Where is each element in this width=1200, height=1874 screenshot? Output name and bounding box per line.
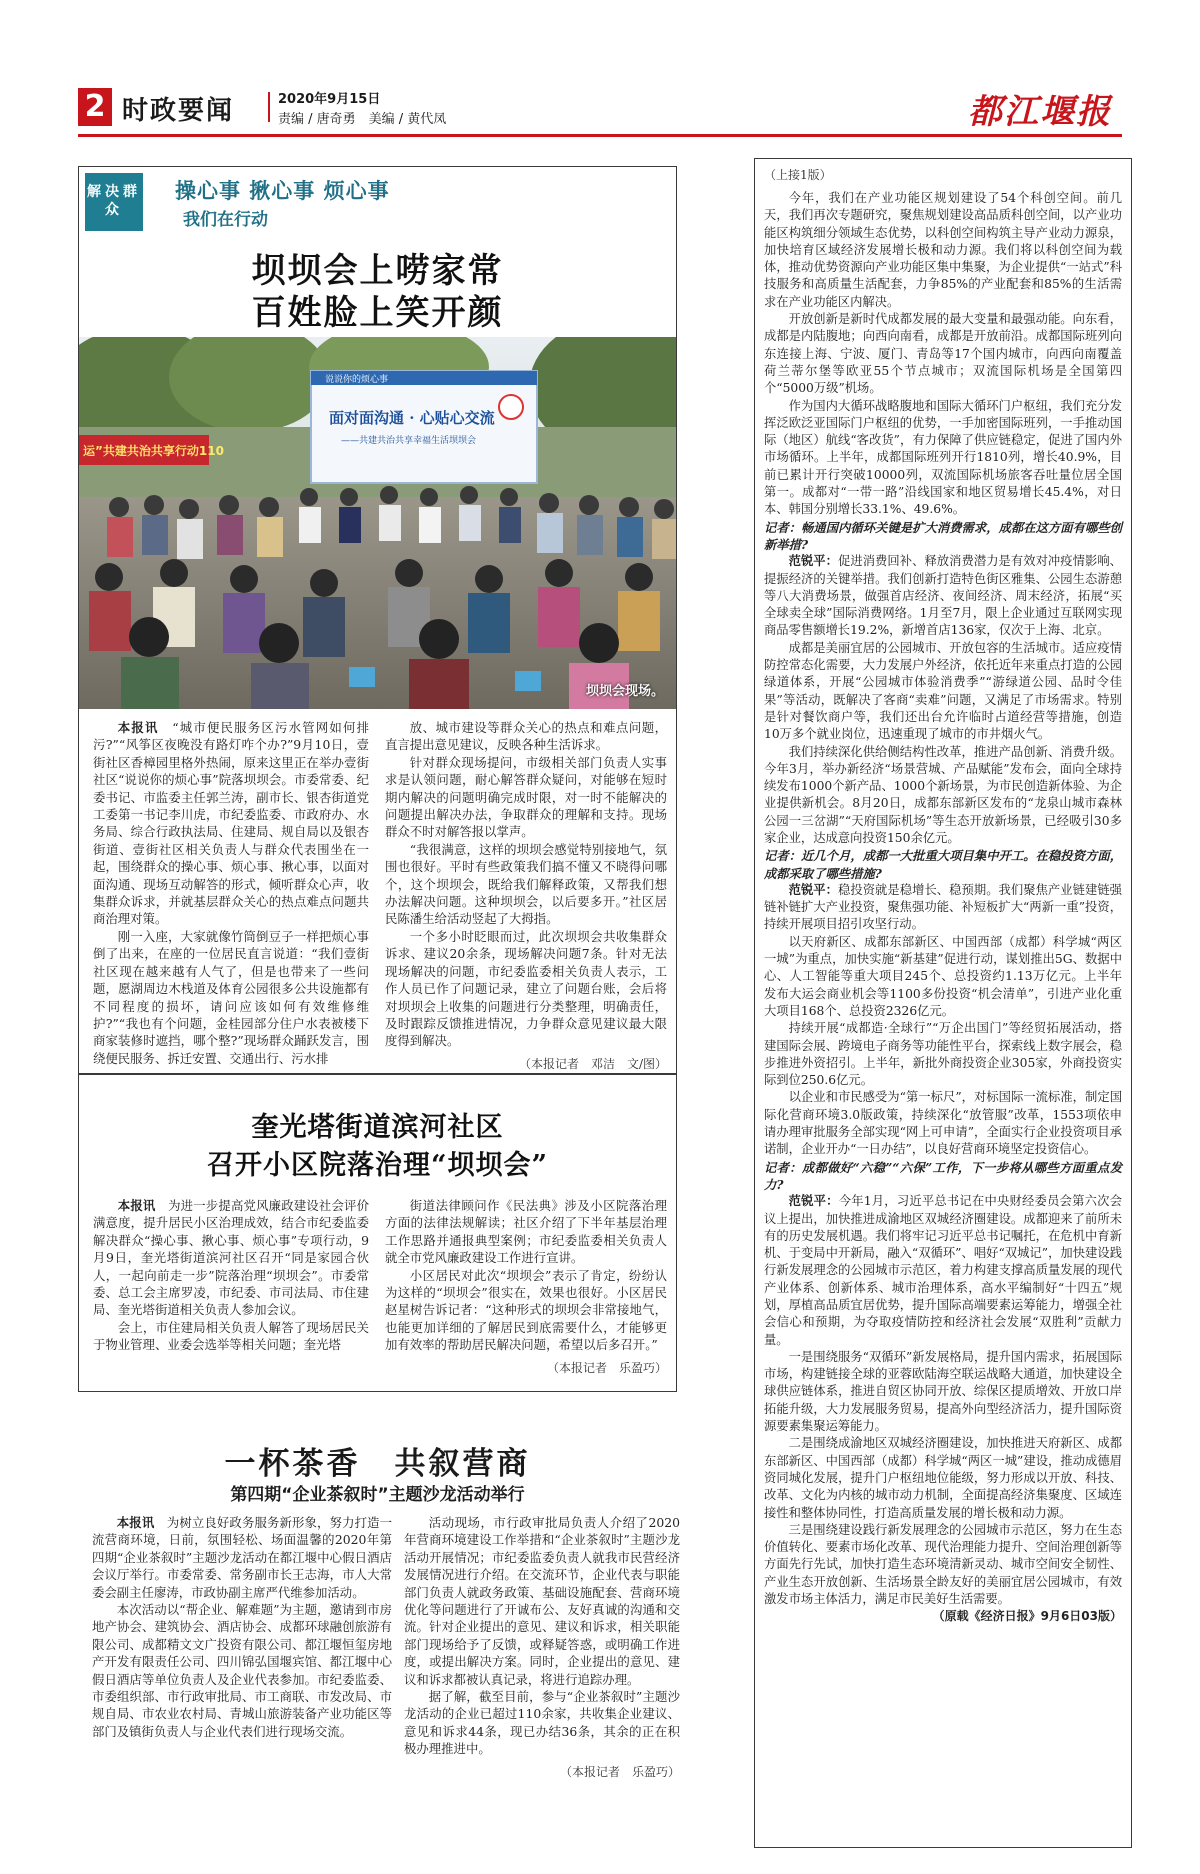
meeting-photo [79,337,676,709]
story2-byline: （本报记者 乐盈巧） [546,1360,667,1375]
interview-paragraph: 作为国内大循环战略腹地和国际大循环门户枢纽，我们充分发挥泛欧泛亚国际门户枢纽的优势，一手加密国际班列，一手推动国际（地区）航线“客改货”，有力保障了供应链稳定，促进了国内外市场循环。上半年，成都国际班列开行1810列，增长40.9%，目前已累计开行突破10000列，双流国际机场旅客吞吐量位居全国第一。成都对“一带一路”沿线国家和地区贸易增长45.4%，对日本、韩国分别增长33.1%、49.6%。 [764,398,1122,517]
story1-paragraph: “我很满意，这样的坝坝会感觉特别接地气，氛围也很好。平时有些政策我们搞不懂又不晓得问哪个，这个坝坝会，既给我们解释政策，又帮我们想办法解决问题。这种坝坝会，以后要多开。”社区居民陈潘生给活动竖起了大拇指。 [385,841,667,927]
story2-headline-line1: 奎光塔街道滨河社区 [251,1112,504,1143]
interviewee-label: 范锐平： [788,1194,839,1209]
masthead [78,84,1122,132]
story3-column-2 [404,1514,680,1781]
campaign-badge: 解决群众 [85,173,143,231]
interview-question: 记者：畅通国内循环关键是扩大消费需求，成都在这方面有哪些创新举措? [764,519,1122,552]
story2-paragraph: 小区居民对此次“坝坝会”表示了肯定，纷纷认为这样的“坝坝会”很实在，效果也很好。小区居民赵星树告诉记者：“这种形式的坝坝会非常接地气，也能更加详细的了解居民到底需要什么，才能够更加有效率的帮助居民解决问题，希望以后多召开。” [385,1267,667,1353]
story2-paragraph: 街道法律顾问作《民法典》涉及小区院落治理方面的法律法规解读；社区介绍了下半年基层治理工作思路并通报典型案例；市纪委监委相关负责人就全市党风廉政建设工作进行宣讲。 [385,1198,667,1266]
story2-paragraph: 本报讯 为进一步提高党风廉政建设社会评价满意度，提升居民小区治理成效，结合市纪委监委解决群众“操心事、揪心事、烦心事”专项行动，9月9日，奎光塔街道滨河社区召开“同是家园合伙人，一起向前走一步”院落治理“坝坝会”。市委常委、总工会主席罗凌，市纪委、市司法局、市住建局、奎光塔街道相关负责人参加会议。 [93,1198,370,1318]
story3-lead-label: 本报讯 [116,1515,155,1530]
story-box [78,166,677,1392]
interview-paragraph: 三是围绕建设践行新发展理念的公园城市示范区，努力在生态价值转化、要素市场化改革、现代治理能力提升、空间治理创新等方面先行先试，加快打造生态环境清新灵动、城市空间安全韧性、产业生态开放创新、生活场景全龄友好的美丽宜居公园城市，有效激发市场主体活力，满足市民美好生活需要。 [764,1522,1122,1607]
story1-paragraph: 针对群众现场提问，市级相关部门负责人实事求是认领问题，耐心解答群众疑问，对能够在短时期内解决的问题明确完成时限，对一时不能解决的问题提出解决办法，争取群众的理解和支持。现场群众不时对解答报以掌声。 [385,754,667,840]
interview-paragraph: 成都是美丽宜居的公园城市、开放包容的生活城市。适应疫情防控常态化需要，大力发展户外经济，依托近年来重点打造的公园绿道体系，开展“公园城市体验消费季”“游绿道公园、品时令佳果”等活动，既解决了客商“卖难”问题，又满足了市场需求。特别是针对餐饮商户等，我们还出台允许临时占道经营等措施，创造10万多个就业岗位，迅速重现了城市的市井烟火气。 [764,640,1122,742]
interview-paragraph: 我们持续深化供给侧结构性改革，推进产品创新、消费升级。今年3月，举办新经济“场景营城、产品赋能”发布会，面向全球持续发布1000个新产品、1000个新场景，为市民创造新体验、为企业提供新机会。8月20日，成都东部新区发布的“龙泉山城市森林公园一三岔湖”“天府国际机场”等生态开放新场景，已经吸引30多家企业，达成意向投资150余亿元。 [764,744,1122,845]
story2-paragraph: 会上，市住建局相关负责人解答了现场居民关于物业管理、业委会选举等相关问题；奎光塔 [93,1319,369,1353]
interview-paragraph: 开放创新是新时代成都发展的最大变量和最强动能。向东看，成都是内陆腹地；向西向南看，成都是开放前沿。成都国际班列向东连接上海、宁波、厦门、青岛等17个国内城市，向西向南覆盖荷兰蒂尔堡等欧亚55个节点城市；双流国际机场是全国第四个“5000万级”机场。 [764,312,1122,396]
interview-paragraph: 范锐平：今年1月，习近平总书记在中央财经委员会第六次会议上提出，加快推进成渝地区双城经济圈建设。成都迎来了前所未有的历史发展机遇。我们将牢记习近平总书记嘱托，在危机中育新机、于变局中开新局，融入“双循环”、唱好“双城记”，加快建设践行新发展理念的公园城市示范区，着力构建支撑高质量发展的现代产业体系、创新体系、城市治理体系，高水平编制好“十四五”规划，厚植高品质宜居优势，提升国际高端要素运筹能力，增强全社会信心和预期，为夺取疫情防控和经济社会发展“双胜利”贡献力量。 [764,1194,1122,1347]
interview-paragraph: 一是围绕服务“双循环”新发展格局，提升国内需求，拓展国际市场，构建链接全球的亚蓉欧陆海空联运战略大通道，加快建设全球供应链体系，推进自贸区协同开放、综保区提质增效、开放口岸拓能升级，大力发展服务贸易，提高外向型经济活力，提升国际资源要素集聚运筹能力。 [764,1349,1122,1434]
story3-column-1 [92,1514,392,1740]
page-number: 2 [78,88,112,126]
photo-board-title: 说说你的烦心事 [325,375,389,385]
campaign-subbanner: 我们在行动 [183,210,268,230]
masthead-rule [78,134,1122,137]
interview-paragraph: 持续开展“成都造·全球行”“万企出国门”等经贸拓展活动，搭建国际会展、跨境电子商务等功能性平台，探索线上数字展会，稳步推进外资招引。上半年，新批外商投资企业305家，外商投资实际到位250.6亿元。 [764,1021,1122,1088]
story1-headline-line2: 百姓脸上笑开颜 [251,293,504,333]
story3-paragraph: 据了解，截至目前，参与“企业茶叙时”主题沙龙活动的企业已超过110余家，共收集企业建议、意见和诉求44条，现已办结36条，其余的正在积极办理推进中。 [404,1689,680,1757]
interview-paragraph: 今年，我们在产业功能区规划建设了54个科创空间。前几天，我们再次专题研究，聚焦规划建设高品质科创空间，以产业功能区构筑细分领域生态优势，以科创空间构筑主导产业动力源泉，加快培育区域经济发展增长极和动力源。我们将以科创空间为载体，推动优势资源向产业功能区集中集聚，为企业提供“一站式”科技服务和高质量生活配套，力争85%的产业配套和85%的生活需求在产业功能区内解决。 [764,191,1122,309]
story2-column-1 [93,1197,369,1354]
meeting-photo-illustration [79,337,676,709]
photo-board-main: 面对面沟通 · 心贴心交流 [329,409,495,427]
story1-column-2 [385,719,667,1073]
story2-column-2 [385,1197,667,1377]
story3-paragraph: 活动现场，市行政审批局负责人介绍了2020年营商环境建设工作举措和“企业茶叙时”主题沙龙活动开展情况；市纪委监委负责人就我市民营经济发展情况进行介绍。在交流环节，企业代表与职能部门负责人就政务政策、基础设施配套、营商环境优化等问题进行了开诚布公、友好真诚的沟通和交流。针对企业提出的意见、建议和诉求，相关职能部门现场给予了反馈，或释疑答惑，或明确工作进度，或提出解决方案。同时，企业提出的意见、建议和诉求都被认真记录，将进行追踪办理。 [404,1515,680,1687]
interview-question: 记者：近几个月，成都一大批重大项目集中开工。在稳投资方面，成都采取了哪些措施? [764,848,1122,881]
photo-left-banner: 运”共建共治共享行动110 [83,444,224,458]
photo-caption: 坝坝会现场。 [585,684,664,699]
issue-date: 2020年9月15日 [278,92,381,107]
story1-headline-line1: 坝坝会上唠家常 [251,251,504,291]
story1-byline: （本报记者 邓洁 文/图） [518,1056,667,1071]
campaign-banner: 操心事 揪心事 烦心事 [175,179,390,203]
interview-paragraph: 二是围绕成渝地区双城经济圈建设，加快推进天府新区、成都东部新区、中国西部（成都）科学城“两区一城”建设，推动成德眉资同城化发展，提升门户枢纽地位能级，努力形成以开放、科技、改革、文化为内核的城市动力机制，全面提高经济集聚度、区域连接性和整体协同性，打造高质量发展的增长极和动力源。 [764,1436,1122,1520]
interview-paragraph: 范锐平：促进消费回补、释放消费潜力是有效对冲疫情影响、提振经济的关键举措。我们创新打造特色街区雅集、公园生态游憩等八大消费场景，做强首店经济、夜间经济、周末经济，拓展“买全球卖全球”国际消费网络。1月至7月，限上企业通过互联网实现商品零售额增长19.2%，新增首店136家，仅次于上海、北京。 [764,554,1122,638]
story1-lead-label: 本报讯 [117,720,159,735]
story3-headline: 一杯茶香 共叙营商 [224,1446,531,1482]
interview-paragraph: 范锐平：稳投资就是稳增长、稳预期。我们聚焦产业链建链强链补链扩大产业投资，聚焦强功能、补短板扩大“两新一重”投资，持续开展项目招引攻坚行动。 [764,882,1122,932]
interview-column [764,190,1122,1626]
section-title: 时政要闻 [122,96,235,126]
interviewee-label: 范锐平： [788,554,838,569]
story3-subheadline: 第四期“企业茶叙时”主题沙龙活动举行 [230,1485,525,1505]
story1-paragraph: 本报讯 “城市便民服务区污水管网如何排污?”“风筝区夜晚没有路灯咋个办?”9月10日，壹街社区香樟园里格外热闹，原来这里正在举办壹街社区“说说你的烦心事”院落坝坝会。市委常委、纪委书记、市监委主任郭兰涛，副市长、银杏街道党工委第一书记李川虎，市纪委监委、市政府办、水务局、综合行政执法局、住建局、规自局以及银杏街道、壹街社区相关负责人与群众代表围坐在一起，围绕群众的操心事、烦心事、揪心事，以面对面沟通、现场互动解答的形式，倾听群众心声，收集群众诉求，并就基层群众关心的热点难点问题共商治理对策。 [93,720,369,927]
story1-column-1 [93,719,369,1067]
story2-lead-label: 本报讯 [117,1198,156,1213]
story1-paragraph: 一个多小时眨眼而过，此次坝坝会共收集群众诉求、建议20余条，现场解决问题7条。针对无法现场解决的问题，市纪委监委相关负责人表示，工作人员已作了问题记录，建立了问题台账，会后将对坝坝会上收集的问题进行分类整理，明确责任，及时跟踪反馈推进情况，力争群众意见建议最大限度得到解决。 [385,928,667,1049]
editors-credit: 责编 / 唐奇勇 美编 / 黄代凤 [278,112,447,127]
masthead-divider [268,92,270,122]
continued-from-note: （上接1版） [764,168,832,182]
story1-paragraph: 刚一入座，大家就像竹筒倒豆子一样把烦心事倒了出来，在座的一位居民直言说道：“我们壹街社区现在越来越有人气了，但是也带来了一些问题，愿湖周边木栈道及体育公园很多公共设施都有不同程度的损坏，请问应该如何有效维修维护?”“我也有个问题，金桂园部分住户水表被楼下商家装修时遮挡，哪个整?”现场群众踊跃发言，围绕便民服务、拆迁安置、交通出行、污水排 [93,928,369,1066]
story3-byline: （本报记者 乐盈巧） [559,1764,680,1779]
interview-source: （原载《经济日报》9月6日03版） [932,1609,1122,1624]
interview-paragraph: 以天府新区、成都东部新区、中国西部（成都）科学城“两区一城”为重点，加快实施“新基建”促进行动，谋划推出5G、数据中心、人工智能等重大项目245个、总投资约1.13万亿元。上半年发布大运会商业机会等1100多份投资“机会清单”，引进产业化重大项目168个、总投资2326亿元。 [764,934,1122,1018]
story3-paragraph: 本次活动以“帮企业、解难题”为主题，邀请到市房地产协会、建筑协会、酒店协会、成都环球融创旅游有限公司、成都精文文广投资有限公司、都江堰恒玺房地产开发有限责任公司、四川锦弘国堰宾馆、都江堰中心假日酒店等单位负责人及企业代表参加。市纪委监委、市委组织部、市行政审批局、市工商联、市发改局、市规自局、市农业农村局、青城山旅游装备产业功能区等部门及镇街负责人与企业代表们进行现场交流。 [92,1602,392,1739]
story-divider [79,1073,676,1075]
interview-question: 记者：成都做好“六稳”“六保”工作，下一步将从哪些方面重点发力? [764,1159,1122,1192]
photo-board-sub: ——共建共治共享幸福生活坝坝会 [341,436,477,446]
story2-headline-line2: 召开小区院落治理“坝坝会” [206,1150,549,1181]
story1-paragraph: 放、城市建设等群众关心的热点和难点问题，直言提出意见建议，反映各种生活诉求。 [385,720,667,753]
interview-paragraph: 以企业和市民感受为“第一标尺”，对标国际一流标准，制定国际化营商环境3.0版政策，持续深化“放管服”改革，1553项依申请办理审批服务全部实现“网上可申请”，全面实行企业投资项目承诺制，企业开办“一日办结”，以良好营商环境坚定投资信心。 [764,1090,1122,1157]
story3-paragraph: 本报讯 为树立良好政务服务新形象，努力打造一流营商环境，日前，氛围轻松、场面温馨的2020年第四期“企业茶叙时”主题沙龙活动在都江堰中心假日酒店会议厅举行。市委常委、常务副市长王志海，市人大常委会副主任廖涛，市政协副主席严代维参加活动。 [92,1515,393,1600]
interviewee-label: 范锐平： [788,882,838,897]
newspaper-logo: 都江堰报 [968,92,1112,132]
